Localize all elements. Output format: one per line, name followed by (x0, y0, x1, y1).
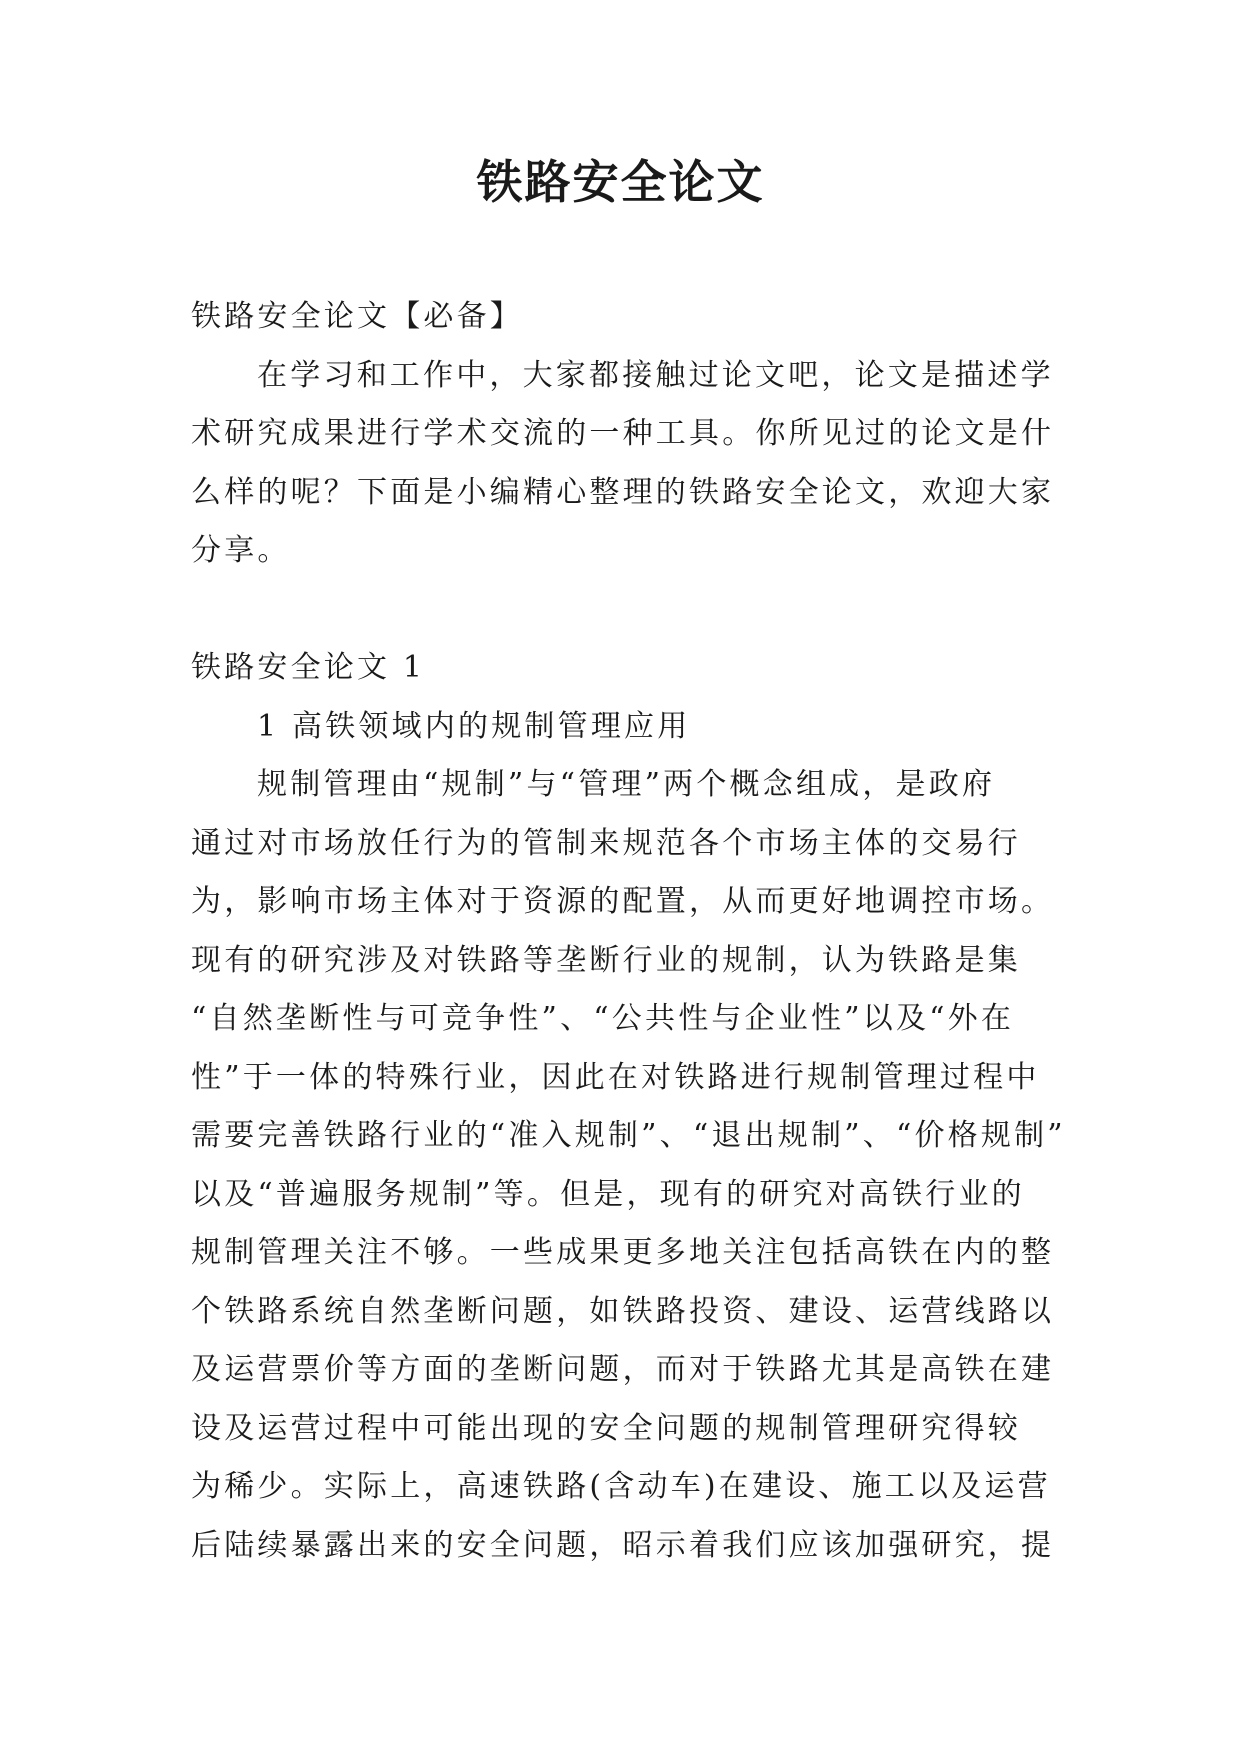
blank-line (191, 581, 1051, 640)
document-body (191, 288, 1066, 1575)
text-line: 以及“普遍服务规制”等。但是，现有的研究对高铁行业的 (191, 1176, 1025, 1212)
text-line: 为，影响市场主体对于资源的配置，从而更好地调控市场。 (191, 884, 1055, 919)
text-line: 铁路安全论文 1 (191, 650, 426, 685)
text-line: 规制管理由“规制”与“管理”两个概念组成，是政府 (257, 767, 996, 802)
text-line: 现有的研究涉及对铁路等垄断行业的规制，认为铁路是集 (191, 942, 1021, 978)
text-line: 在学习和工作中，大家都接触过论文吧，论文是描述学 (257, 357, 1054, 393)
text-line: 后陆续暴露出来的安全问题，昭示着我们应该加强研究，提 (191, 1527, 1055, 1563)
text-line: 通过对市场放任行为的管制来规范各个市场主体的交易行 (191, 825, 1021, 861)
text-line: 规制管理关注不够。一些成果更多地关注包括高铁在内的整 (191, 1235, 1055, 1270)
text-line: 及运营票价等方面的垄断问题，而对于铁路尤其是高铁在建 (191, 1352, 1055, 1387)
text-line: 铁路安全论文【必备】 (191, 299, 523, 334)
text-line: 为稀少。实际上，高速铁路(含动车)在建设、施工以及运营 (191, 1469, 1051, 1504)
text-line: 么样的呢？下面是小编精心整理的铁路安全论文，欢迎大家 (191, 474, 1055, 510)
text-line: 设及运营过程中可能出现的安全问题的规制管理研究得较 (191, 1410, 1021, 1446)
text-line: “自然垄断性与可竞争性”、“公共性与企业性”以及“外在 (191, 1001, 1015, 1036)
text-line: 需要完善铁路行业的“准入规制”、“退出规制”、“价格规制” (191, 1118, 1066, 1153)
text-line: 个铁路系统自然垄断问题，如铁路投资、建设、运营线路以 (191, 1293, 1055, 1329)
text-line: 术研究成果进行学术交流的一种工具。你所见过的论文是什 (191, 416, 1055, 451)
text-line: 1 高铁领域内的规制管理应用 (257, 708, 691, 744)
text-line: 性”于一体的特殊行业，因此在对铁路进行规制管理过程中 (191, 1059, 1040, 1095)
page-title: 铁路安全论文 (476, 155, 765, 209)
text-line: 分享。 (191, 533, 291, 568)
